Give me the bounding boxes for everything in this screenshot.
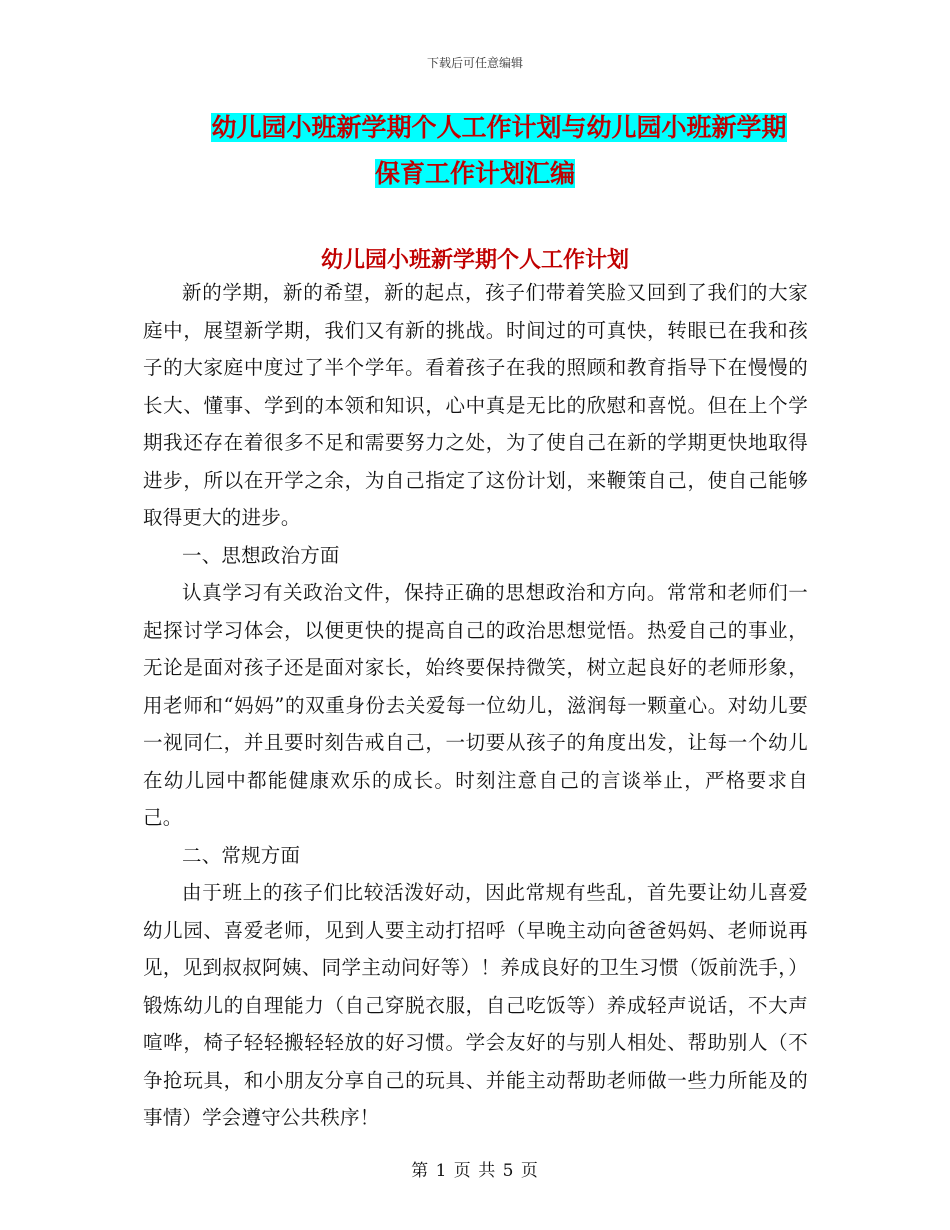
heading-routine: 二、常规方面: [182, 843, 301, 867]
paragraph-intro: 新的学期，新的希望，新的起点，孩子们带着笑脸又回到了我们的大家庭中，展望新学期，我们又有新的挑战。时间过的可真快，转眼已在我和孩子的大家庭中度过了半个学年。看着孩子在我的照顾和教育指导下在慢慢的长大、懂事、学到的本领和知识，心中真是无比的欣慰和喜悦。但在上个学期我还存在着很多不足和需要努力之处，为了使自己在新的学期更快地取得进步，所以在开学之余，为自己指定了这份计划，来鞭策自己，使自己能够取得更大的进步。: [143, 281, 808, 529]
document-title-text-1: 幼儿园小班新学期个人工作计划与幼儿园小班新学期: [211, 113, 787, 142]
document-title-text-2: 保育工作计划汇编: [374, 159, 575, 188]
document-title-line-2: [0, 158, 950, 190]
paragraph-politics: 认真学习有关政治文件，保持正确的思想政治和方向。常常和老师们一起探讨学习体会，以便更快的提高自己的政治思想觉悟。热爱自己的事业，无论是面对孩子还是面对家长，始终要保持微笑，树立起良好的老师形象，用老师和“妈妈”的双重身份去关爱每一位幼儿，滋润每一颗童心。对幼儿要一视同仁，并且要时刻告戒自己，一切要从孩子的角度出发，让每一个幼儿在幼儿园中都能健康欢乐的成长。时刻注意自己的言谈举止，严格要求自己。: [143, 581, 808, 829]
document-body: [143, 274, 808, 1137]
paragraph-routine: 由于班上的孩子们比较活泼好动，因此常规有些乱，首先要让幼儿喜爱幼儿园、喜爱老师，见到人要主动打招呼（早晚主动向爸爸妈妈、老师说再见，见到叔叔阿姨、同学主动问好等）！养成良好的卫生习惯（饭前洗手，）锻炼幼儿的自理能力（自己穿脱衣服，自己吃饭等）养成轻声说话，不大声喧哗，椅子轻轻搬轻轻放的好习惯。学会友好的与别人相处、帮助别人（不争抢玩具，和小朋友分享自己的玩具、并能主动帮助老师做一些力所能及的事情）学会遵守公共秩序！: [143, 881, 808, 1129]
page-footer: 第 1 页 共 5 页: [411, 1161, 539, 1181]
heading-politics: 一、思想政治方面: [182, 543, 340, 567]
header-note: 下载后可任意编辑: [426, 56, 523, 70]
section-title: 幼儿园小班新学期个人工作计划: [320, 248, 629, 273]
document-title-line-1: [24, 112, 950, 144]
